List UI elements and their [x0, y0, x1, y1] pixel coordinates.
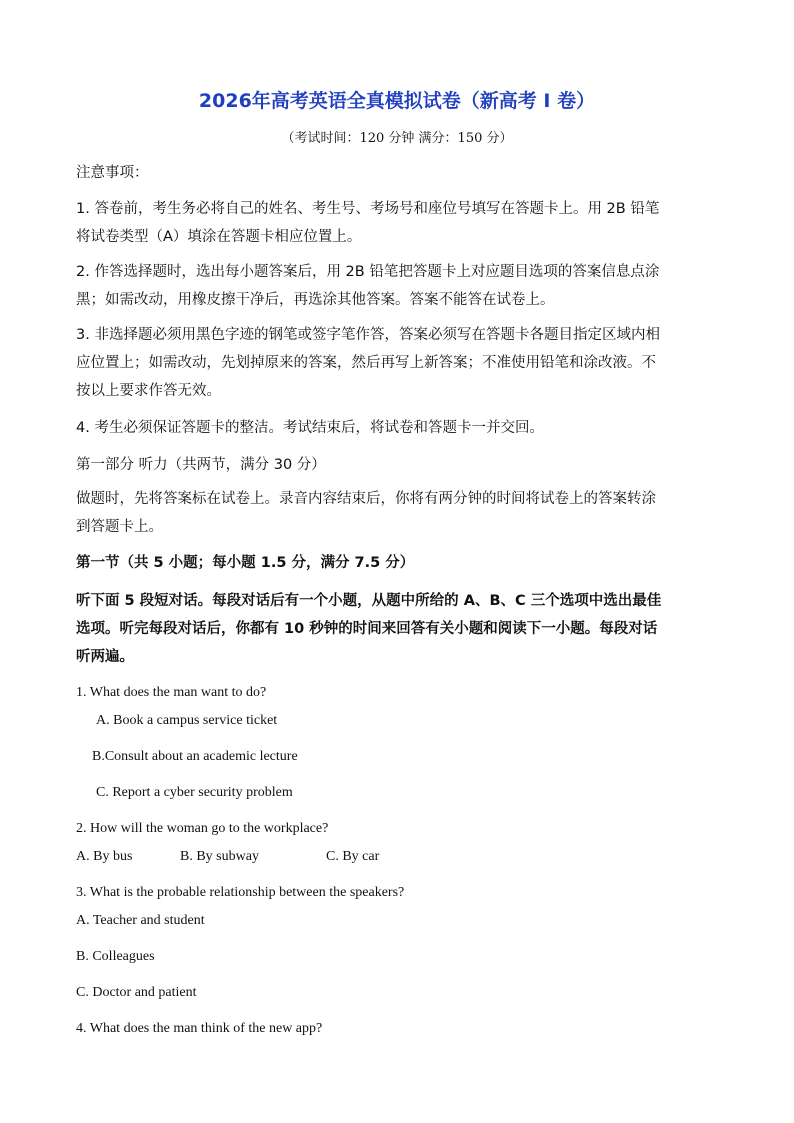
section1-heading: 第一节（共 5 小题；每小题 1.5 分，满分 7.5 分） — [76, 555, 415, 571]
notice-item-2-line-2: 黑；如需改动，用橡皮擦干净后，再选涂其他答案。答案不能答在试卷上。 — [76, 292, 555, 308]
question-4-stem: 4. What does the man think of the new app? — [76, 1021, 323, 1036]
question-2-option-b: B. By subway — [180, 849, 259, 864]
notice-item-1-line-2: 将试卷类型（A）填涂在答题卡相应位置上。 — [76, 229, 362, 245]
question-3-option-c: C. Doctor and patient — [76, 985, 197, 1000]
notice-item-1-line-1: 1. 答卷前，考生务必将自己的姓名、考生号、考场号和座位号填写在答题卡上。用 2B 铅笔 — [76, 201, 660, 217]
notice-item-2-line-1: 2. 作答选择题时，选出每小题答案后，用 2B 铅笔把答题卡上对应题目选项的答案信息点涂 — [76, 264, 660, 280]
part1-heading: 第一部分 听力（共两节，满分 30 分） — [76, 457, 326, 473]
notice-heading: 注意事项： — [76, 165, 149, 181]
question-3-option-a: A. Teacher and student — [76, 913, 205, 928]
section1-instructions-line-3: 听两遍。 — [76, 649, 134, 665]
notice-item-3-line-3: 按以上要求作答无效。 — [76, 383, 221, 399]
question-2-option-a: A. By bus — [76, 849, 133, 864]
question-3-stem: 3. What is the probable relationship between the speakers? — [76, 885, 405, 900]
notice-item-4-line-1: 4. 考生必须保证答题卡的整洁。考试结束后，将试卷和答题卡一并交回。 — [76, 420, 544, 436]
question-1-option-b: B.Consult about an academic lecture — [92, 749, 298, 764]
question-1-stem: 1. What does the man want to do? — [76, 685, 267, 700]
notice-item-3-line-2: 应位置上；如需改动，先划掉原来的答案，然后再写上新答案；不准使用铅笔和涂改液。不 — [76, 355, 656, 371]
section1-instructions-line-1: 听下面 5 段短对话。每段对话后有一个小题，从题中所给的 A、B、C 三个选项中选出最佳 — [76, 593, 662, 609]
exam-subtitle: （考试时间：120 分钟 满分：150 分） — [281, 131, 513, 146]
question-2-stem: 2. How will the woman go to the workplace? — [76, 821, 329, 836]
question-1-option-a: A. Book a campus service ticket — [96, 713, 278, 728]
section1-instructions-line-2: 选项。听完每段对话后，你都有 10 秒钟的时间来回答有关小题和阅读下一小题。每段对话 — [76, 621, 658, 637]
question-1-option-c: C. Report a cyber security problem — [96, 785, 293, 800]
part1-instructions-line-2: 到答题卡上。 — [76, 519, 163, 535]
question-2-option-c: C. By car — [326, 849, 380, 864]
notice-item-3-line-1: 3. 非选择题必须用黑色字迹的钢笔或签字笔作答，答案必须写在答题卡各题目指定区域内相 — [76, 327, 660, 343]
question-3-option-b: B. Colleagues — [76, 949, 155, 964]
part1-instructions-line-1: 做题时，先将答案标在试卷上。录音内容结束后，你将有两分钟的时间将试卷上的答案转涂 — [76, 491, 656, 507]
exam-title: 2026年高考英语全真模拟试卷（新高考 I 卷） — [198, 90, 596, 112]
